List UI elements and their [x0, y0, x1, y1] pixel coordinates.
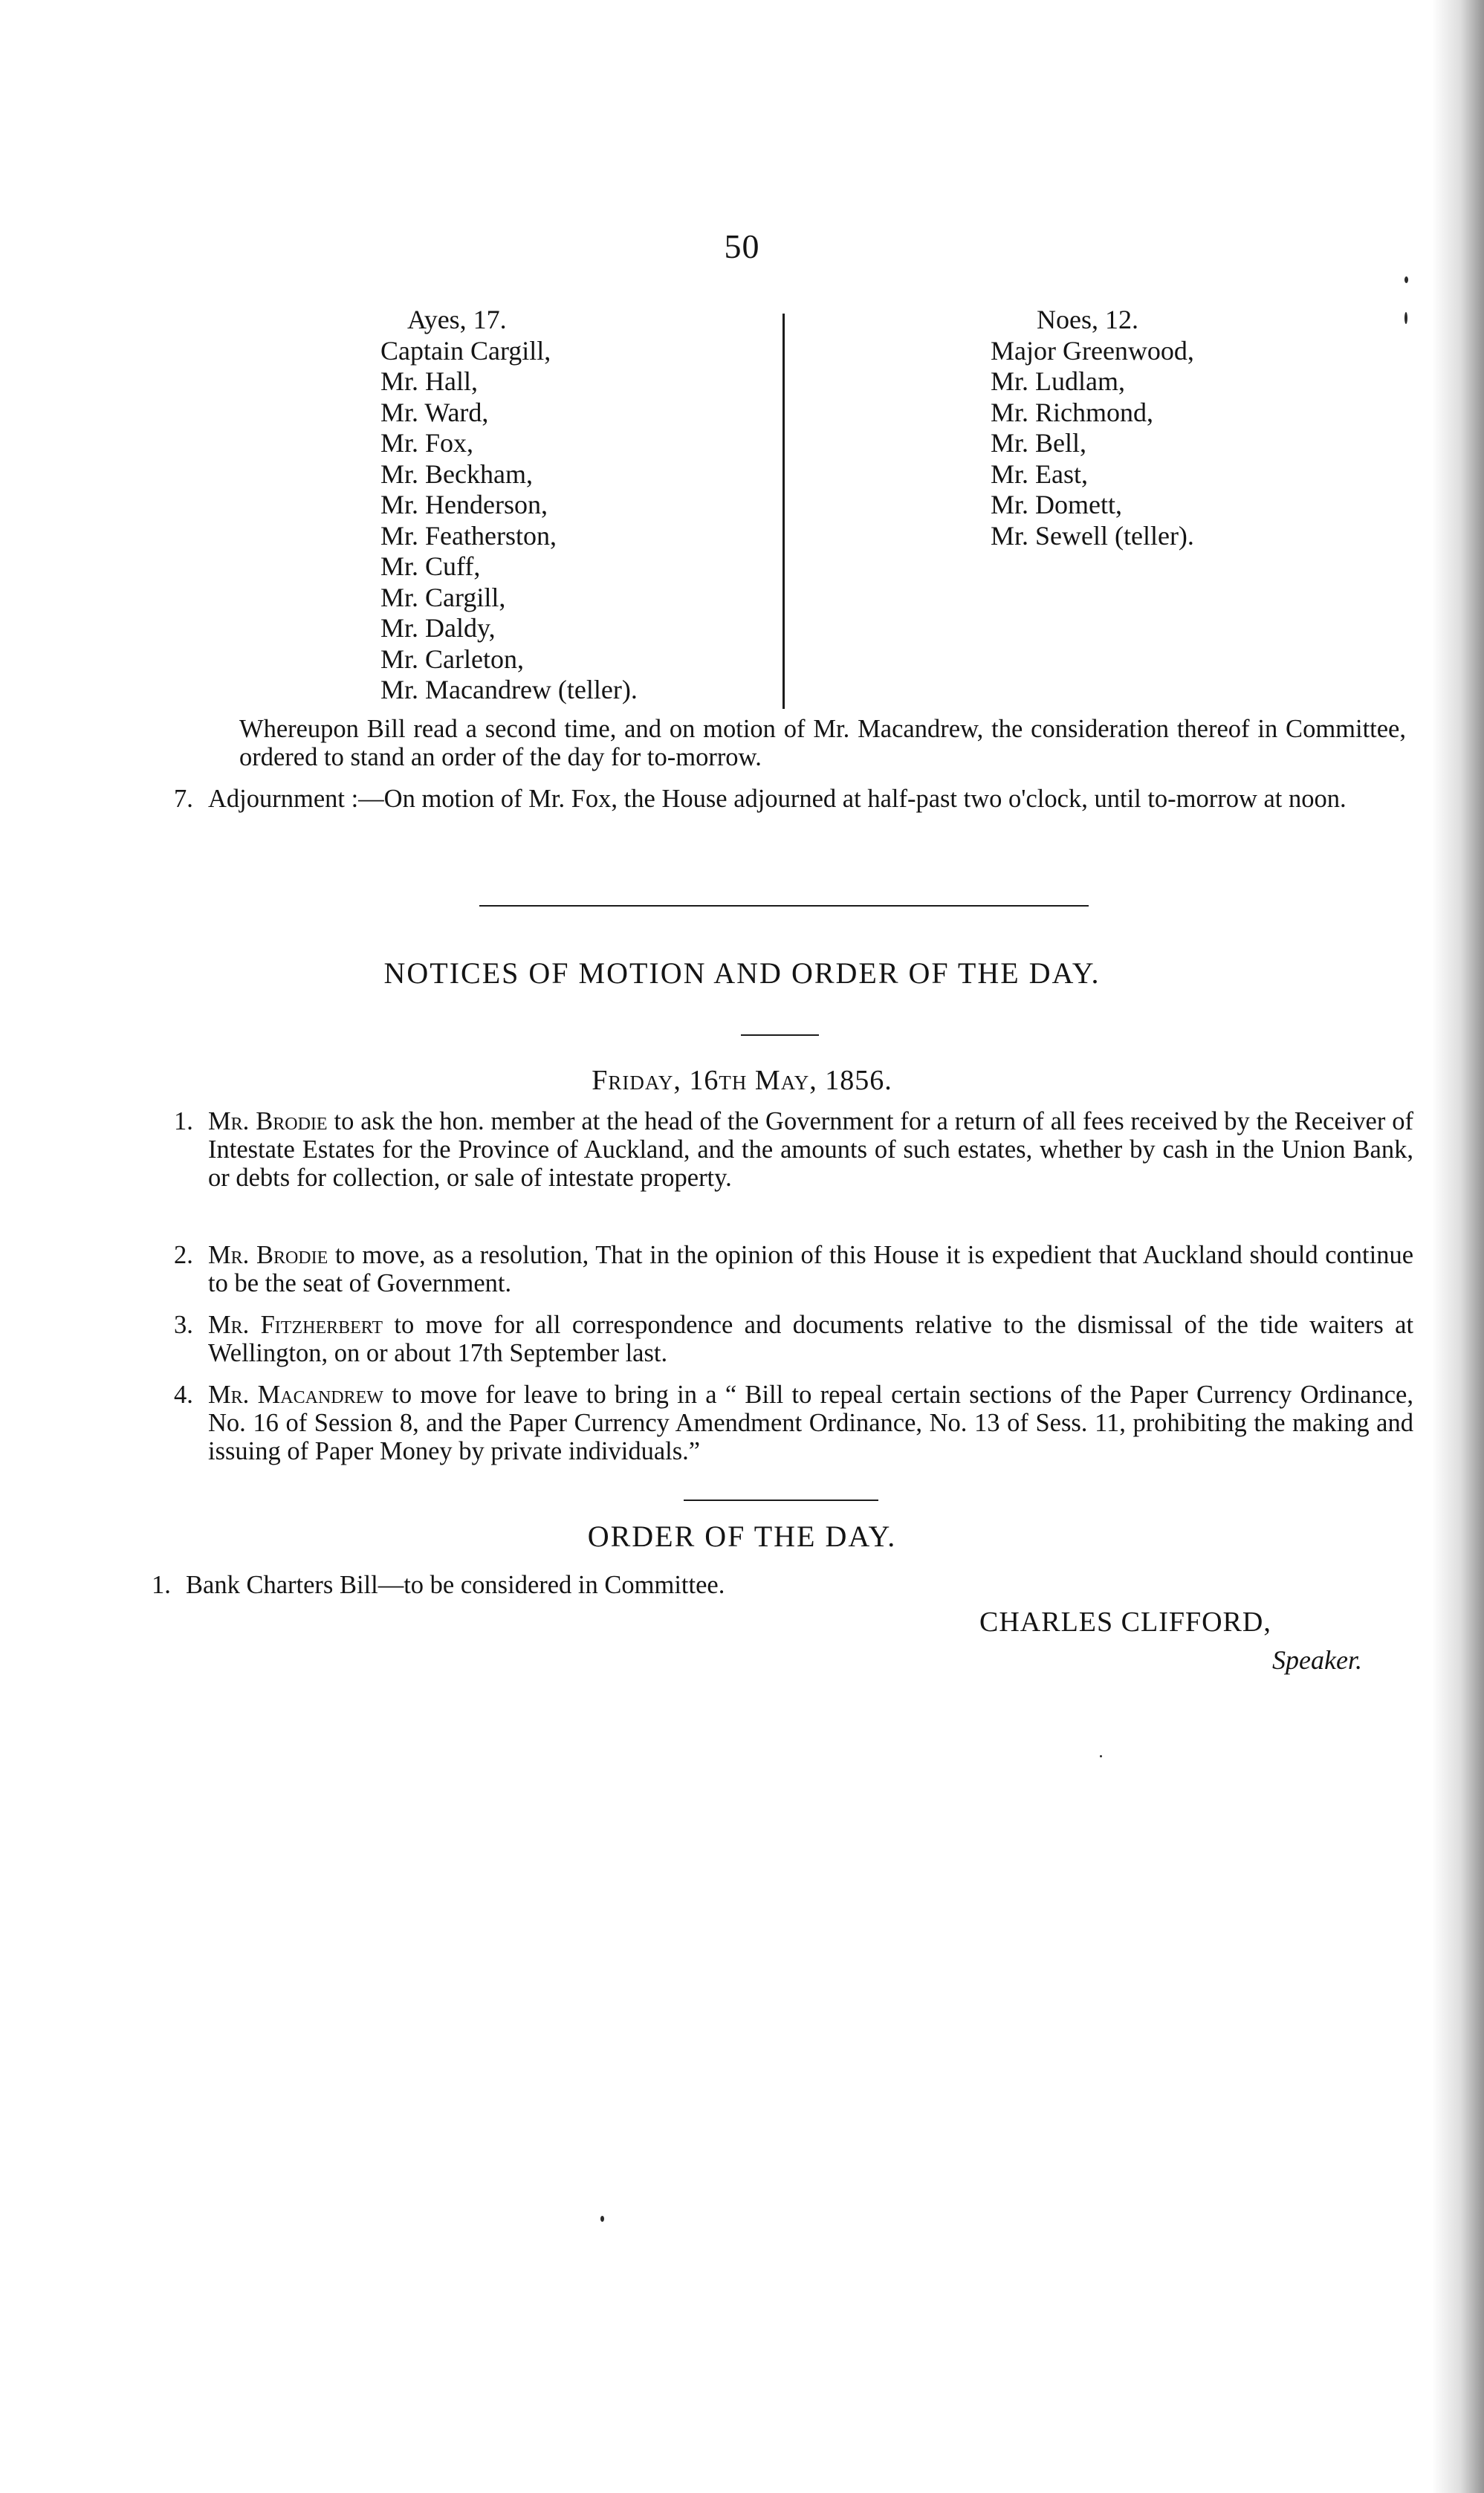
item-number: 7.	[174, 785, 193, 813]
item-number: 3.	[174, 1311, 193, 1339]
noe-member: Mr. Ludlam,	[991, 366, 1125, 396]
notice-item: 2. Mr. Brodie to move, as a resolution, That in the opinion of this House it is expedient that Auckland should continue to be the seat of Government.	[174, 1241, 1414, 1297]
aye-member: Mr. Ward,	[380, 397, 489, 427]
aye-member: Mr. Carleton,	[380, 643, 524, 674]
page-edge-shadow	[1432, 0, 1484, 2493]
ayes-column	[380, 305, 638, 706]
notice-item: 4. Mr. Macandrew to move for leave to bring in a “ Bill to repeal certain sections of the Paper Currency Ordinance, No. 16 of Session 8, and the Paper Currency Amendment Ordinance, No. 13 of Sess. 11, prohibiting the making and issuing of Paper Money by private individuals.”	[174, 1381, 1413, 1465]
ayes-heading: Ayes, 17.	[407, 305, 507, 334]
aye-member: Mr. Beckham,	[380, 458, 533, 489]
notices-date: Friday, 16th May, 1856.	[592, 1065, 892, 1096]
member-name: Mr. Brodie	[208, 1241, 328, 1269]
ink-speck	[1404, 276, 1408, 283]
short-rule	[741, 1034, 819, 1036]
aye-member: Mr. Featherston,	[380, 520, 557, 551]
aye-member: Mr. Macandrew (teller).	[380, 675, 638, 704]
ink-speck	[1404, 312, 1407, 324]
noe-member: Mr. Richmond,	[991, 397, 1154, 427]
noe-member: Mr. Domett,	[991, 490, 1122, 519]
member-name: Mr. Fitzherbert	[208, 1311, 383, 1339]
noe-member: Mr. East,	[991, 458, 1088, 489]
noes-heading: Noes, 12.	[1037, 305, 1138, 334]
ink-speck	[600, 2216, 604, 2222]
member-name: Mr. Macandrew	[208, 1381, 383, 1409]
signature-name: CHARLES CLIFFORD,	[979, 1607, 1271, 1638]
noes-column	[991, 305, 1194, 551]
noe-member: Mr. Sewell (teller).	[991, 520, 1194, 551]
item-number: 2.	[174, 1241, 193, 1269]
notice-item: 1. Mr. Brodie to ask the hon. member at the head of the Government for a return of all fees received by the Receiver of Intestate Estates for the Province of Auckland, and the amounts of such estates, whether by cash in the Union Bank, or debts for collection, or sale of intestate property.	[174, 1107, 1413, 1192]
order-title: ORDER OF THE DAY.	[587, 1520, 897, 1553]
adjournment-paragraph: 7. Adjournment :—On motion of Mr. Fox, the House adjourned at half-past two o'clock, until to-morrow at noon.	[174, 785, 1347, 813]
noe-member: Major Greenwood,	[991, 335, 1194, 366]
noe-member: Mr. Bell,	[991, 428, 1087, 458]
aye-member: Mr. Hall,	[380, 366, 478, 396]
aye-member: Mr. Fox,	[380, 428, 474, 458]
member-name: Mr. Brodie	[208, 1107, 328, 1135]
aye-member: Mr. Daldy,	[380, 613, 496, 643]
item-number: 4.	[174, 1381, 193, 1409]
aye-member: Captain Cargill,	[380, 335, 551, 366]
page-number: 50	[724, 227, 760, 265]
order-rule	[684, 1500, 878, 1501]
notice-item: 3. Mr. Fitzherbert to move for all correspondence and documents relative to the dismissal of the tide waiters at Wellington, on or about 17th September last.	[174, 1311, 1414, 1367]
notices-title: NOTICES OF MOTION AND ORDER OF THE DAY.	[383, 956, 1101, 990]
item-number: 1.	[174, 1107, 193, 1135]
order-item: 1. Bank Charters Bill—to be considered in Committee.	[152, 1571, 725, 1599]
division-list	[0, 305, 1484, 706]
section-rule	[479, 905, 1089, 907]
aye-member: Mr. Henderson,	[380, 490, 548, 519]
aye-member: Mr. Cargill,	[380, 582, 506, 612]
signature-title: Speaker.	[1272, 1645, 1362, 1675]
ink-speck	[1100, 1755, 1102, 1757]
item-number: 1.	[152, 1571, 171, 1599]
whereupon-paragraph: Whereupon Bill read a second time, and on motion of Mr. Macandrew, the consideration thereof in Committee, ordered to stand an order of the day for to-morrow.	[239, 715, 1406, 771]
aye-member: Mr. Cuff,	[380, 551, 481, 581]
vote-divider	[782, 314, 785, 709]
